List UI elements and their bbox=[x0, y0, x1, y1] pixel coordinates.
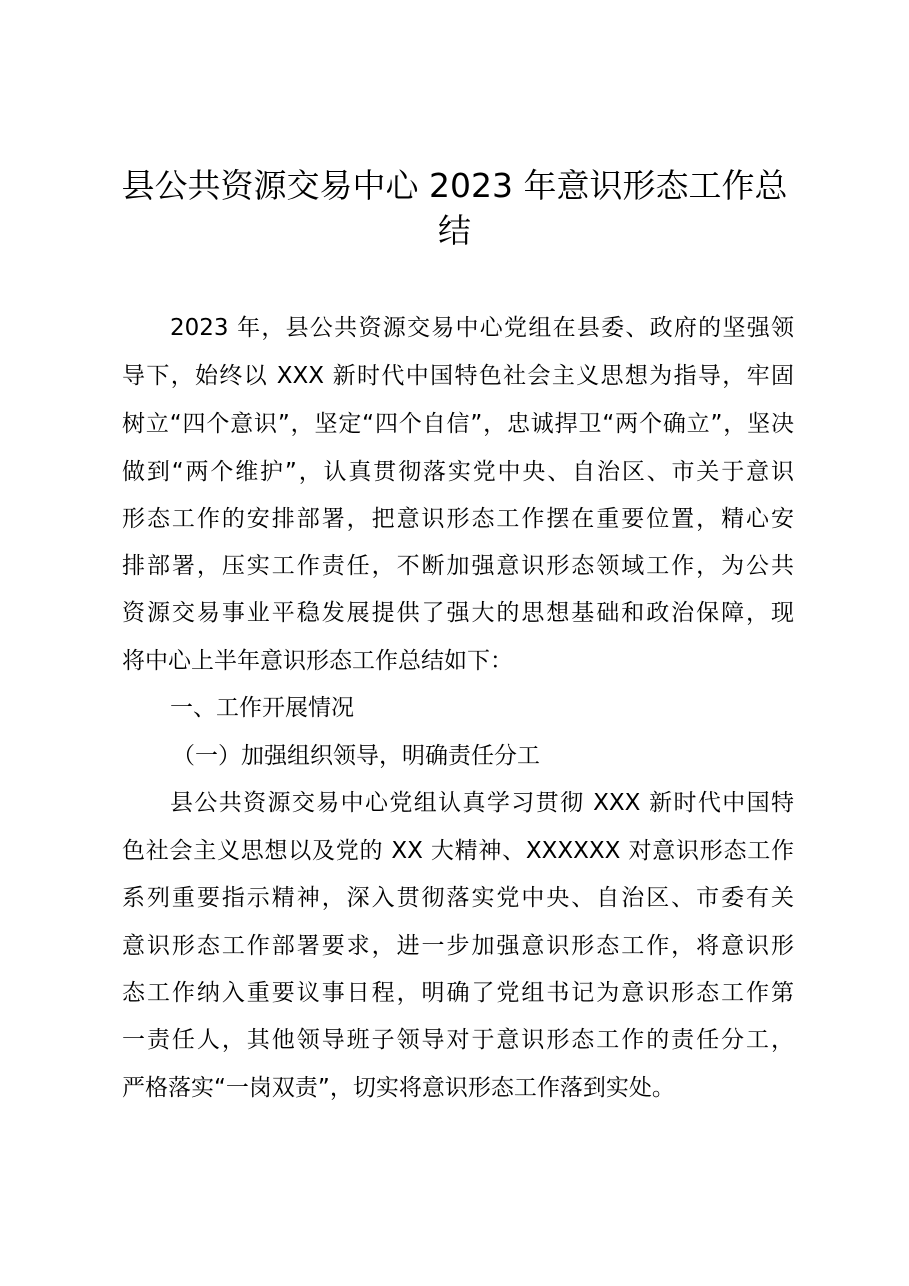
section-heading: 一、工作开展情况 bbox=[170, 695, 354, 721]
paragraph-1-line: 排部署，压实工作责任，不断加强意识形态领域工作，为公共 bbox=[122, 553, 794, 579]
paragraph-1-line: 导下，始终以 XXX 新时代中国特色社会主义思想为指导，牢固 bbox=[122, 363, 794, 389]
section-subheading: （一）加强组织领导，明确责任分工 bbox=[172, 743, 540, 769]
paragraph-2-line: 严格落实“一岗双责”，切实将意识形态工作落到实处。 bbox=[122, 1075, 675, 1101]
document-title-line-1: 县公共资源交易中心 2023 年意识形态工作总 bbox=[121, 166, 788, 205]
paragraph-2-line: 态工作纳入重要议事日程，明确了党组书记为意识形态工作第 bbox=[122, 980, 794, 1006]
paragraph-2-line: 系列重要指示精神，深入贯彻落实党中央、自治区、市委有关 bbox=[122, 885, 794, 911]
paragraph-2-line: 一责任人，其他领导班子领导对于意识形态工作的责任分工， bbox=[122, 1027, 794, 1053]
paragraph-1-line: 将中心上半年意识形态工作总结如下： bbox=[122, 648, 513, 674]
paragraph-2-line: 县公共资源交易中心党组认真学习贯彻 XXX 新时代中国特 bbox=[170, 790, 794, 816]
paragraph-1-line: 资源交易事业平稳发展提供了强大的思想基础和政治保障，现 bbox=[122, 600, 794, 626]
document-title-line-2: 结 bbox=[438, 211, 471, 250]
paragraph-1-line: 2023 年，县公共资源交易中心党组在县委、政府的坚强领 bbox=[170, 315, 794, 341]
paragraph-1-line: 做到“两个维护”，认真贯彻落实党中央、自治区、市关于意识 bbox=[122, 459, 794, 485]
paragraph-1-line: 形态工作的安排部署，把意识形态工作摆在重要位置，精心安 bbox=[122, 506, 794, 532]
paragraph-1-line: 树立“四个意识”，坚定“四个自信”，忠诚捍卫“两个确立”，坚决 bbox=[122, 411, 794, 437]
paragraph-2-line: 色社会主义思想以及党的 XX 大精神、XXXXXX 对意识形态工作 bbox=[122, 838, 794, 864]
paragraph-2-line: 意识形态工作部署要求，进一步加强意识形态工作，将意识形 bbox=[122, 933, 794, 959]
